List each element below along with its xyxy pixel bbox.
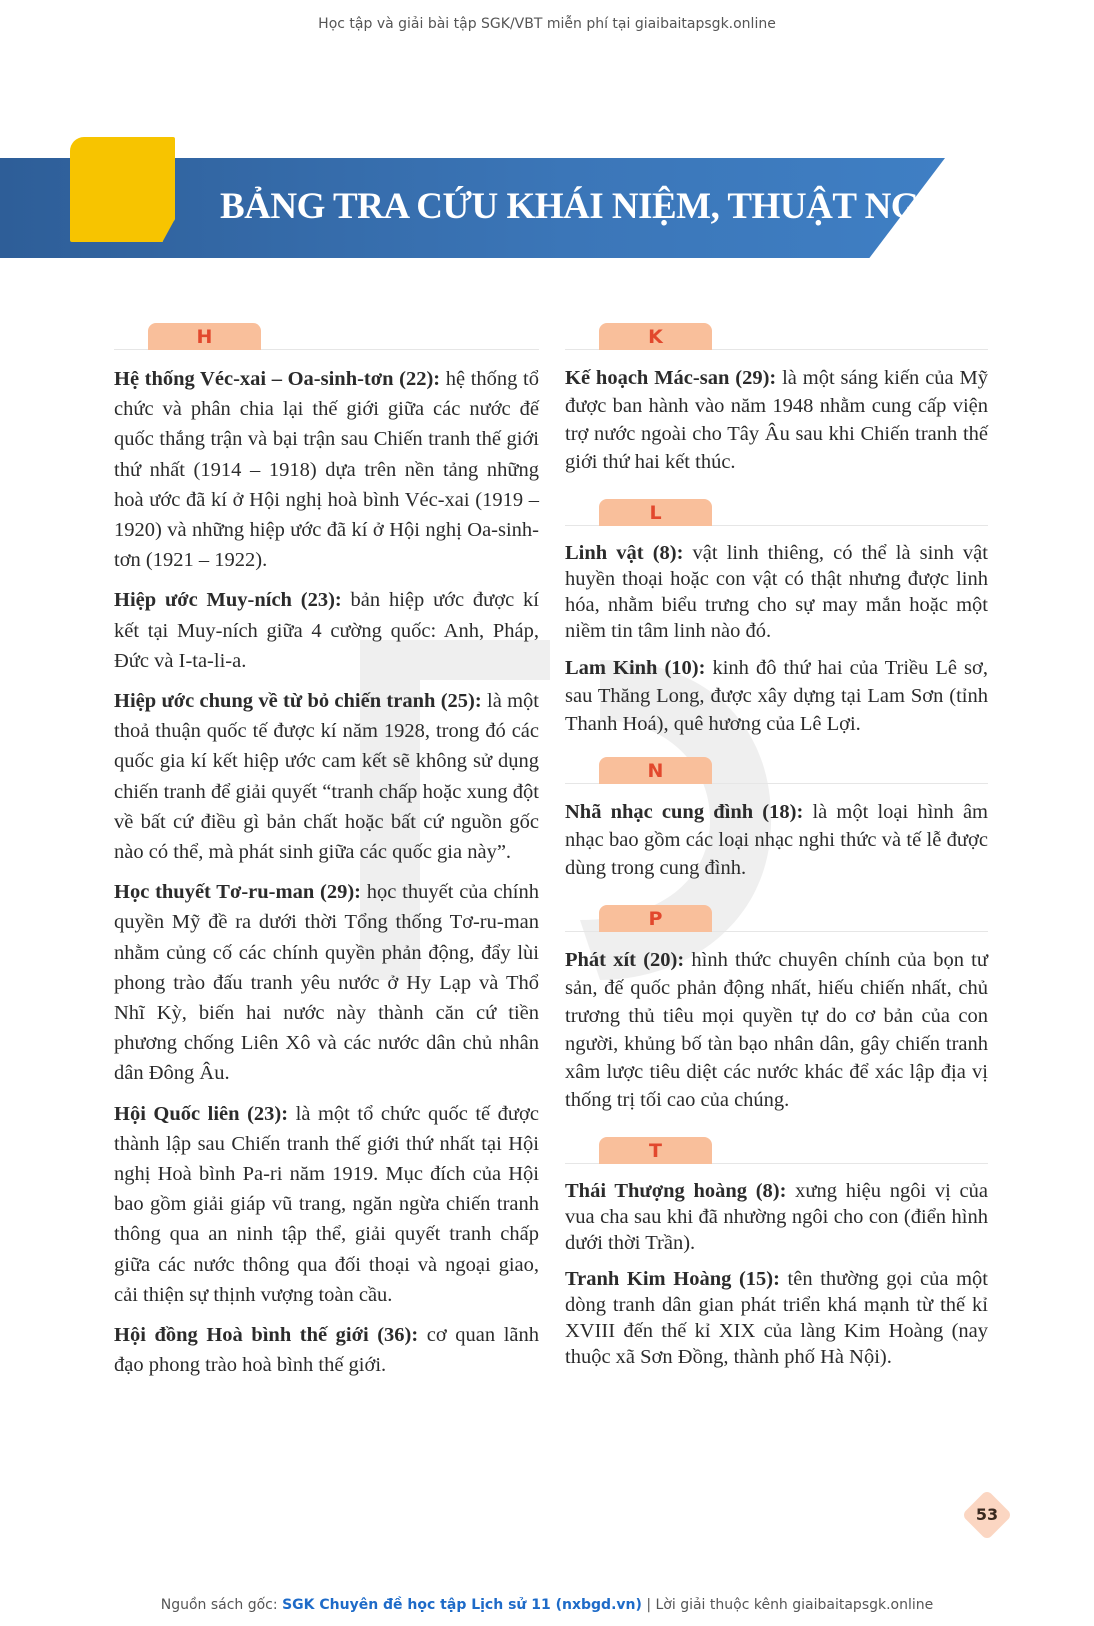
entry-definition: là một thoả thuận quốc tế được kí năm 1928, trong đó các quốc gia kí kết hiệp ước cam kết sẽ không sử dụng chiến tranh để giải quyết “tranh chấp hoặc xung đột về bất cứ điều gì bản chất hoặc bất cứ nguồn gốc nào có thể, mà phát sinh giữa các quốc gia này”. xyxy=(114,690,540,864)
top-note: Học tập và giải bài tập SGK/VBT miễn phí tại giaibaitapsgk.online xyxy=(318,16,776,32)
page-number: 53 xyxy=(975,1505,999,1524)
entry-definition: xưng hiệu ngôi vị của vua cha sau khi đã nhường ngôi cho con (điển hình dưới thời Trần). xyxy=(565,1180,989,1254)
glossary-entry xyxy=(114,364,539,575)
section-letter: L xyxy=(599,499,712,526)
section-letter: K xyxy=(599,323,712,350)
entry-term: Phát xít (20): xyxy=(565,949,685,971)
glossary-entry xyxy=(565,798,988,882)
entry-term: Hiệp ước Muy-ních (23): xyxy=(114,589,342,612)
section-h-header xyxy=(114,320,539,354)
entry-definition: là một loại hình âm nhạc bao gồm các loại nhạc nghi thức và tế lễ được dùng trong cung đình. xyxy=(565,801,988,879)
glossary-entry xyxy=(114,1099,539,1310)
section-letter: H xyxy=(148,323,261,350)
entry-term: Tranh Kim Hoàng (15): xyxy=(565,1268,780,1290)
glossary-entry xyxy=(565,540,988,644)
entry-term: Hội Quốc liên (23): xyxy=(114,1102,289,1125)
section-letter: T xyxy=(599,1137,712,1164)
entry-term: Kế hoạch Mác-san (29): xyxy=(565,367,777,389)
glossary-entry xyxy=(565,1266,988,1370)
entry-definition: là một tổ chức quốc tế được thành lập sau Chiến tranh thế giới thứ nhất tại Hội nghị Hoà bình Pa-ri năm 1919. Mục đích của Hội bao gồm giải giáp vũ trang, ngăn ngừa chiến tranh thông qua an ninh tập thể, giải quyết tranh chấp giữa các nước thông qua đối thoại và ngoại giao, cải thiện sự thịnh vượng toàn cầu. xyxy=(114,1102,539,1306)
glossary-entry xyxy=(114,686,539,867)
glossary-entry xyxy=(114,1320,539,1380)
footer-source xyxy=(0,1597,1094,1613)
entry-definition: vật linh thiêng, có thể là sinh vật huyền thoại hoặc con vật có thật nhưng được linh hóa, nhằm biểu trưng cho sự may mắn hoặc một niềm tin tâm linh nào đó. xyxy=(565,542,988,642)
entry-definition: học thuyết của chính quyền Mỹ đề ra dưới thời Tổng thống Tơ-ru-man nhằm củng cố các chính quyền phản động, đẩy lùi phong trào đấu tranh yêu nước ở Hy Lạp và Thổ Nhĩ Kỳ, biến hai nước này thành căn cứ tiền phương chống Liên Xô và các nước dân chủ nhân dân Đông Âu. xyxy=(114,881,539,1085)
glossary-entry xyxy=(565,654,988,738)
section-p-header xyxy=(565,902,988,936)
glossary-entry xyxy=(114,877,539,1088)
section-n-header xyxy=(565,754,988,788)
section-t-header xyxy=(565,1134,988,1168)
entry-definition: cơ quan lãnh đạo phong trào hoà bình thế giới. xyxy=(114,1324,539,1377)
page-title: BẢNG TRA CỨU KHÁI NIỆM, THUẬT NGỮ xyxy=(220,186,949,227)
section-l-header xyxy=(565,496,988,530)
glossary-entry xyxy=(565,946,988,1114)
section-letter: N xyxy=(599,757,712,784)
glossary-entry xyxy=(114,585,539,676)
banner-tab-decoration xyxy=(70,137,175,242)
entry-definition: hình thức chuyên chính của bọn tư sản, đế quốc phản động nhất, hiếu chiến nhất, chủ trương thủ tiêu mọi quyền tự do cơ bản của con người, khủng bố tàn bạo nhân dân, gây chiến tranh xâm lược tiêu diệt các nước khác để xác lập địa vị thống trị tối cao của chúng. xyxy=(565,949,988,1111)
right-column xyxy=(565,320,988,1380)
section-letter: P xyxy=(599,905,712,932)
entry-term: Nhã nhạc cung đình (18): xyxy=(565,801,804,823)
entry-definition: kinh đô thứ hai của Triều Lê sơ, sau Thăng Long, được xây dựng tại Lam Sơn (tỉnh Thanh Hoá), quê hương của Lê Lợi. xyxy=(565,657,988,735)
entry-definition: bản hiệp ước được kí kết tại Muy-ních giữa 4 cường quốc: Anh, Pháp, Đức và I-ta-li-a. xyxy=(114,589,539,672)
section-k-header xyxy=(565,320,988,354)
glossary-entry xyxy=(565,1178,988,1256)
entry-definition: là một sáng kiến của Mỹ được ban hành vào năm 1948 nhằm cung cấp viện trợ nước ngoài cho Tây Âu sau khi Chiến tranh thế giới thứ hai kết thúc. xyxy=(565,367,988,473)
left-column xyxy=(114,320,539,1391)
footer-suffix: | Lời giải thuộc kênh giaibaitapsgk.online xyxy=(641,1597,934,1613)
entry-term: Linh vật (8): xyxy=(565,542,684,564)
entry-term: Học thuyết Tơ-ru-man (29): xyxy=(114,881,361,904)
entry-term: Lam Kinh (10): xyxy=(565,657,706,679)
entry-definition: tên thường gọi của một dòng tranh dân gian phát triển khá mạnh từ thế kỉ XVIII đến thế kỉ XIX của làng Kim Hoàng (nay thuộc xã Sơn Đồng, thành phố Hà Nội). xyxy=(565,1268,988,1368)
entry-term: Hiệp ước chung về từ bỏ chiến tranh (25): xyxy=(114,690,482,713)
footer-prefix: Nguồn sách gốc: xyxy=(160,1597,283,1613)
entry-term: Hệ thống Véc-xai – Oa-sinh-tơn (22): xyxy=(114,368,441,390)
entry-term: Thái Thượng hoàng (8): xyxy=(565,1180,787,1202)
entry-term: Hội đồng Hoà bình thế giới (36): xyxy=(114,1324,419,1347)
book-link[interactable]: SGK Chuyên đề học tập Lịch sử 11 (nxbgd.vn) xyxy=(282,1597,642,1613)
glossary-entry xyxy=(565,364,988,476)
entry-definition: hệ thống tổ chức và phân chia lại thế giới giữa các nước đế quốc thắng trận và bại trận sau Chiến tranh thế giới thứ nhất (1914 – 1918) dựa trên nền tảng những hoà ước đã kí ở Hội nghị hoà bình Véc-xai (1919 – 1920) và những hiệp ước đã kí ở Hội nghị Oa-sinh-tơn (1921 – 1922). xyxy=(114,368,539,572)
